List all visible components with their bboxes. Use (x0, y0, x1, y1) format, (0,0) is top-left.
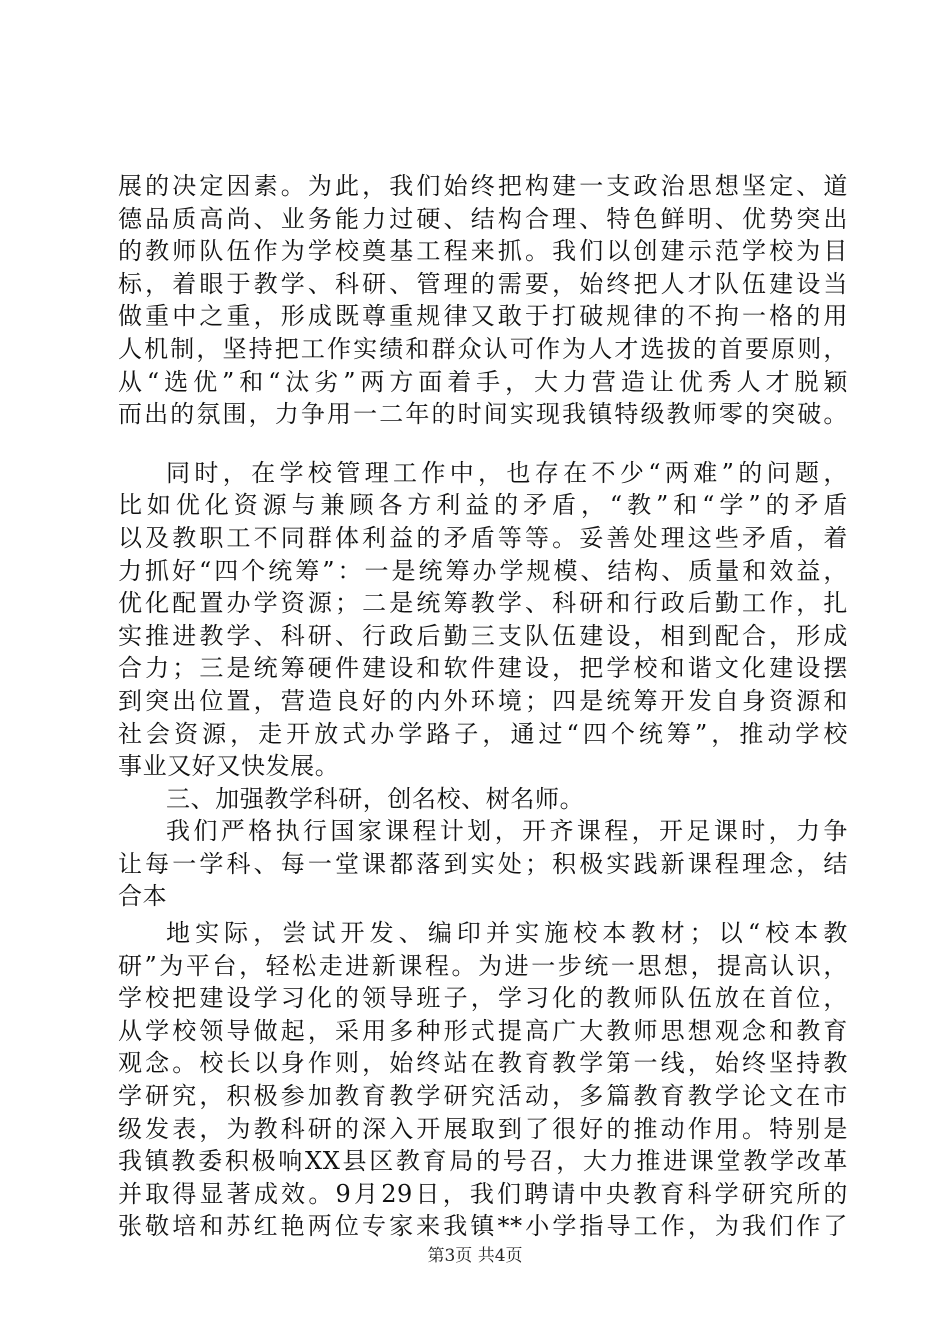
paragraph-teacher-team (118, 170, 848, 431)
text-line: 事业又好又快发展。 (118, 752, 340, 781)
document-body (118, 170, 848, 1243)
text-line: 实推进教学、科研、行政后勤三支队伍建设，相到配合，形成 (118, 621, 848, 650)
paragraph-four-coordinations (118, 457, 848, 783)
text-line: 德品质高尚、业务能力过硬、结构合理、特色鲜明、优势突出 (118, 204, 848, 233)
section-heading: 三、加强教学科研，创名校、树名师。 (166, 784, 585, 813)
text-line: 从“选优”和“汰劣”两方面着手，大力营造让优秀人才脱颖 (118, 367, 848, 396)
text-line: 让每一学科、每一堂课都落到实处；积极实践新课程理念，结 (118, 849, 848, 878)
paragraph-research (118, 917, 848, 1243)
text-line: 并取得显著成效。9月29日，我们聘请中央教育科学研究所的 (118, 1179, 848, 1208)
text-line: 到突出位置，营造良好的内外环境；四是统筹开发自身资源和 (118, 686, 848, 715)
text-line: 我镇教委积极响XX县区教育局的号召，大力推进课堂教学改革 (118, 1147, 848, 1176)
text-line: 地实际，尝试开发、编印并实施校本教材；以“校本教 (166, 919, 848, 948)
text-line: 我们严格执行国家课程计划，开齐课程，开足课时，力争 (166, 817, 848, 846)
text-line: 学研究，积极参加教育教学研究活动，多篇教育教学论文在市 (118, 1082, 848, 1111)
text-line: 同时，在学校管理工作中，也存在不少“两难”的问题， (166, 458, 848, 487)
text-line: 以及教职工不同群体利益的矛盾等等。妥善处理这些矛盾，着 (118, 523, 848, 552)
text-line: 比如优化资源与兼顾各方利益的矛盾，“教”和“学”的矛盾 (118, 491, 848, 520)
text-line: 从学校领导做起，采用多种形式提高广大教师思想观念和教育 (118, 1016, 848, 1045)
text-line: 合力；三是统筹硬件建设和软件建设，把学校和谐文化建设摆 (118, 654, 848, 683)
text-line: 学校把建设学习化的领导班子，学习化的教师队伍放在首位， (118, 984, 848, 1013)
text-line: 社会资源，走开放式办学路子，通过“四个统筹”，推动学校 (118, 719, 848, 748)
text-line: 人机制，坚持把工作实绩和群众认可作为人才选拔的首要原则， (118, 334, 848, 363)
paragraph-curriculum (118, 815, 848, 913)
text-line: 张敬培和苏红艳两位专家来我镇**小学指导工作，为我们作了 (118, 1212, 848, 1241)
text-line: 标，着眼于教学、科研、管理的需要，始终把人才队伍建设当 (118, 269, 848, 298)
text-line: 做重中之重，形成既尊重规律又敢于打破规律的不拘一格的用 (118, 302, 848, 331)
text-line: 的教师队伍作为学校奠基工程来抓。我们以创建示范学校为目 (118, 237, 848, 266)
text-line: 合本 (118, 882, 168, 911)
text-line: 而出的氛围，力争用一二年的时间实现我镇特级教师零的突破。 (118, 400, 848, 429)
text-line: 力抓好“四个统筹”：一是统筹办学规模、结构、质量和效益， (118, 556, 848, 585)
paragraph-spacer (118, 431, 848, 457)
text-line: 研”为平台，轻松走进新课程。为进一步统一思想，提高认识， (118, 951, 848, 980)
text-line: 展的决定因素。为此，我们始终把构建一支政治思想坚定、道 (118, 172, 848, 200)
text-line: 观念。校长以身作则，始终站在教育教学第一线，始终坚持教 (118, 1049, 848, 1078)
text-line: 级发表，为教科研的深入开展取到了很好的推动作用。特别是 (118, 1114, 848, 1143)
page-number-footer: 第3页 共4页 (427, 1246, 523, 1266)
text-line: 优化配置办学资源；二是统筹教学、科研和行政后勤工作，扎 (118, 589, 848, 618)
